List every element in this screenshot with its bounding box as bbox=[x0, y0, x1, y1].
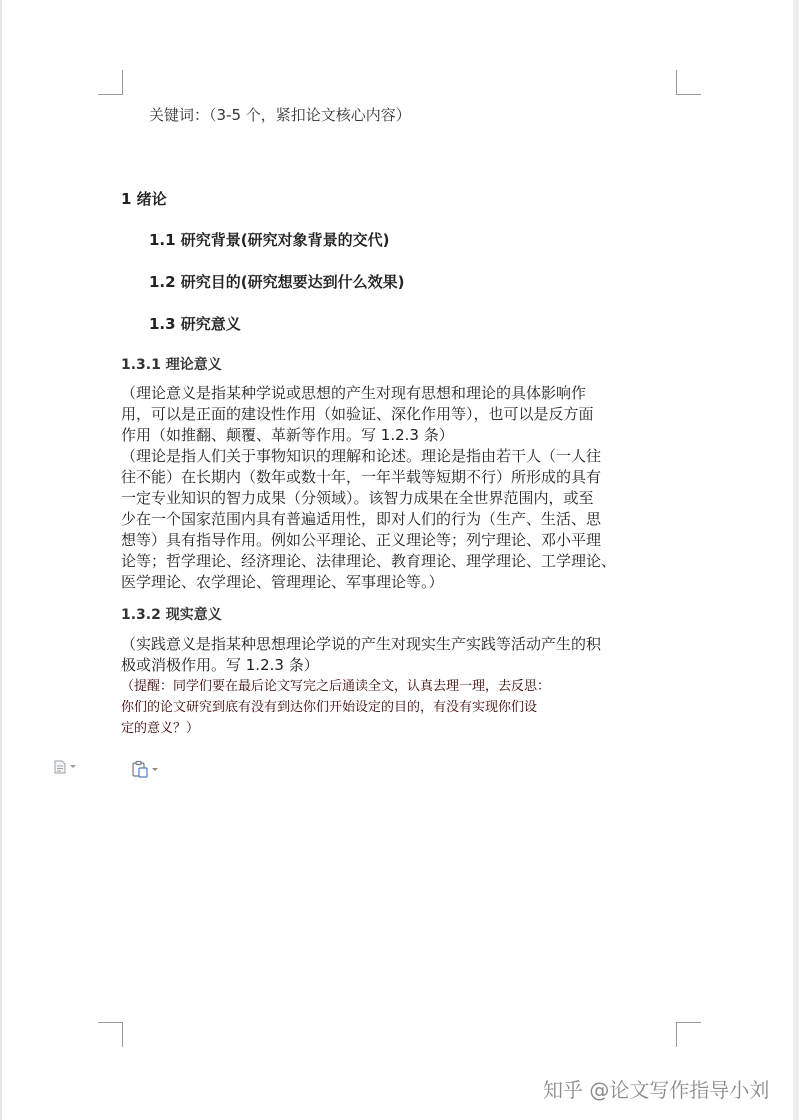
theory-line[interactable]: 少在一个国家范围内具有普遍适用性，即对人们的行为（生产、生活、思 bbox=[121, 510, 602, 528]
heading-1-3-2-practical[interactable]: 1.3.2 现实意义 bbox=[121, 607, 222, 623]
reminder-line[interactable]: （提醒：同学们要在最后论文写完之后通读全文，认真去理一理，去反思： bbox=[121, 679, 551, 694]
theory-line[interactable]: 往不能）在长期内（数年或数十年，一年半载等短期不行）所形成的具有 bbox=[121, 468, 602, 486]
margin-mark-top-right bbox=[676, 70, 701, 95]
heading-1-3-significance[interactable]: 1.3 研究意义 bbox=[149, 315, 241, 333]
margin-mark-bottom-right bbox=[676, 1022, 701, 1047]
theory-line[interactable]: （理论意义是指某种学说或思想的产生对现有思想和理论的具体影响作 bbox=[121, 384, 587, 402]
chevron-down-icon[interactable] bbox=[70, 765, 76, 768]
page-left-edge bbox=[0, 0, 2, 1120]
theory-line[interactable]: 医学理论、农学理论、管理理论、军事理论等。） bbox=[121, 573, 444, 591]
theory-line[interactable]: 想等）具有指导作用。例如公平理论、正义理论等；列宁理论、邓小平理 bbox=[121, 531, 602, 549]
heading-1-3-1-theoretical[interactable]: 1.3.1 理论意义 bbox=[121, 357, 222, 373]
watermark: 知乎 @论文写作指导小刘 bbox=[543, 1078, 770, 1102]
theory-line[interactable]: 一定专业知识的智力成果（分领域）。该智力成果在全世界范围内，或至 bbox=[121, 489, 594, 507]
theory-paragraph[interactable] bbox=[121, 383, 677, 593]
reminder-paragraph[interactable] bbox=[121, 676, 677, 739]
keywords-line[interactable]: 关键词：（3-5 个，紧扣论文核心内容） bbox=[149, 106, 411, 124]
heading-1-introduction[interactable]: 1 绪论 bbox=[121, 190, 167, 208]
theory-line[interactable]: （理论是指人们关于事物知识的理解和论述。理论是指由若干人（一人往 bbox=[121, 447, 602, 465]
theory-line[interactable]: 用，可以是正面的建设性作用（如验证、深化作用等），也可以是反方面 bbox=[121, 405, 594, 423]
margin-mark-top-left bbox=[98, 70, 123, 95]
theory-line[interactable]: 论等；哲学理论、经济理论、法律理论、教育理论、理学理论、工学理论、 bbox=[121, 552, 617, 570]
heading-1-2-purpose[interactable]: 1.2 研究目的(研究想要达到什么效果) bbox=[149, 273, 405, 291]
practice-line[interactable]: （实践意义是指某种思想理论学说的产生对现实生产实践等活动产生的积 bbox=[121, 635, 602, 653]
heading-1-1-background[interactable]: 1.1 研究背景(研究对象背景的交代) bbox=[149, 231, 390, 249]
document-icon[interactable] bbox=[54, 760, 66, 774]
theory-line[interactable]: 作用（如推翻、颠覆、革新等作用。写 1.2.3 条） bbox=[121, 426, 454, 444]
practice-line[interactable]: 极或消极作用。写 1.2.3 条） bbox=[121, 656, 319, 674]
reminder-line[interactable]: 你们的论文研究到底有没有到达你们开始设定的目的，有没有实现你们设 bbox=[121, 700, 538, 715]
page-right-edge bbox=[793, 0, 799, 1120]
margin-mark-bottom-left bbox=[98, 1022, 123, 1047]
chevron-down-icon[interactable] bbox=[152, 768, 158, 771]
reminder-line[interactable]: 定的意义？） bbox=[121, 721, 200, 736]
practice-paragraph[interactable] bbox=[121, 634, 677, 676]
paste-options-icon[interactable] bbox=[131, 760, 149, 778]
